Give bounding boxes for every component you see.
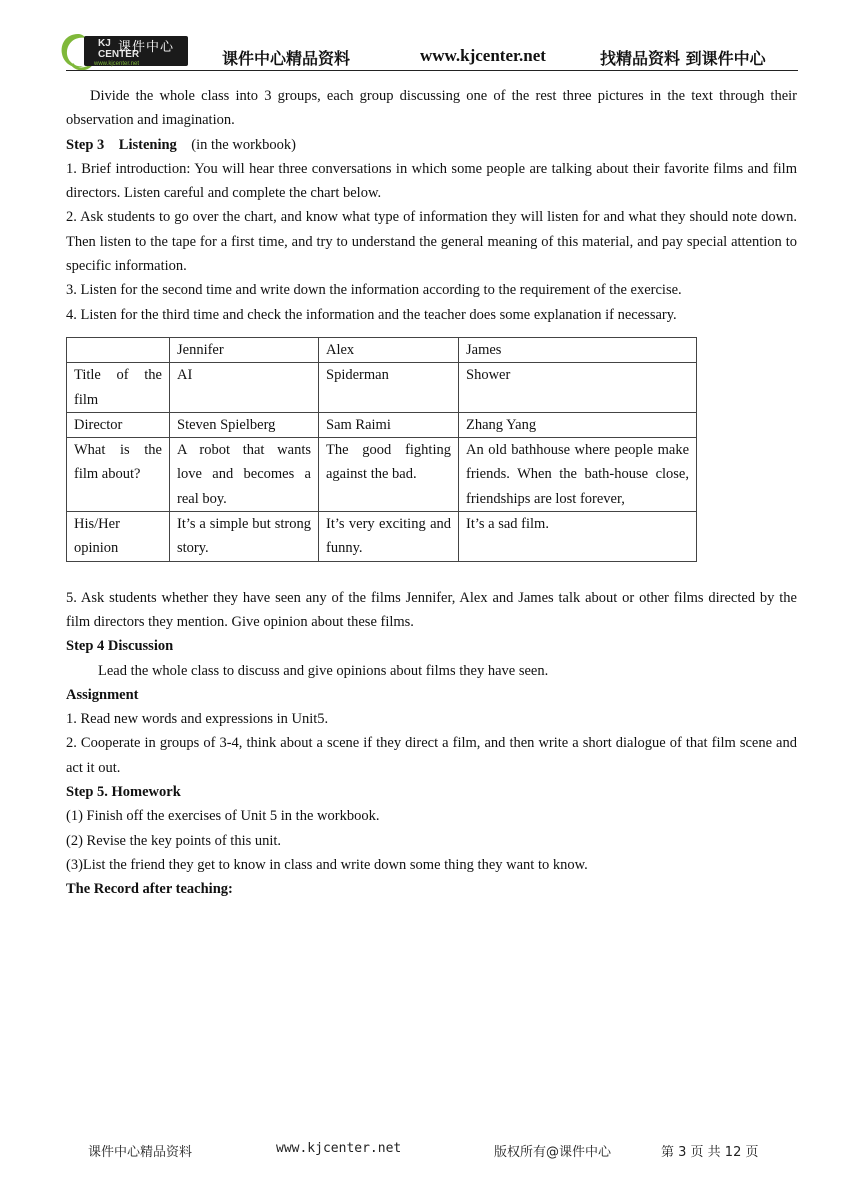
homework-item-3: (3)List the friend they get to know in class and write down some thing they want to know. xyxy=(66,856,588,873)
table-cell: His/Her opinion xyxy=(67,512,170,562)
table-cell: It’s a sad film. xyxy=(459,512,697,562)
table-cell: Steven Spielberg xyxy=(170,412,319,437)
table-cell: The good fighting against the bad. xyxy=(319,438,459,512)
step4-text: Lead the whole class to discuss and give opinions about films they have seen. xyxy=(98,662,549,679)
listening-chart xyxy=(66,337,697,562)
footer-left: 课件中心精品资料 xyxy=(88,1145,193,1160)
step3-note: (in the workbook) xyxy=(176,136,296,153)
table-row xyxy=(67,512,697,562)
homework-item-1: (1) Finish off the exercises of Unit 5 in the workbook. xyxy=(66,808,380,825)
step3-item-3: 3. Listen for the second time and write down the information according to the requirement of the exercise. xyxy=(66,282,682,299)
table-cell: It’s a simple but strong story. xyxy=(170,512,319,562)
header-center: www.kjcenter.net xyxy=(420,46,546,65)
header-divider xyxy=(66,70,798,71)
document-body xyxy=(66,84,797,902)
table-cell: Director xyxy=(67,412,170,437)
paragraph-groups: Divide the whole class into 3 groups, each group discussing one of the rest three pictures in the text through their observation and imagination. xyxy=(66,88,797,129)
assignment-heading: Assignment xyxy=(66,686,139,703)
table-row xyxy=(67,438,697,512)
table-cell: Jennifer xyxy=(170,337,319,362)
step3-item-2: 2. Ask students to go over the chart, and know what type of information they will listen for and what they should note down. Then listen to the tape for a first time, and try to understand the general meaning of this material, and pay special attention to specific information. xyxy=(66,209,797,275)
table-cell: It’s very exciting and funny. xyxy=(319,512,459,562)
step3-label: Step 3 Listening xyxy=(66,136,177,153)
table-cell: What is the film about? xyxy=(67,438,170,512)
step3-heading xyxy=(66,133,797,157)
table-cell: James xyxy=(459,337,697,362)
footer-page-number: 第 3 页 共 12 页 xyxy=(661,1145,759,1160)
step4-heading: Step 4 Discussion xyxy=(66,638,174,655)
step3-item-1: 1. Brief introduction: You will hear three conversations in which some people are talking about their favorite films and film directors. Listen careful and complete the chart below. xyxy=(66,160,797,202)
logo-kj: KJ CENTER xyxy=(98,38,140,60)
logo-url: www.kjcenter.net xyxy=(94,61,140,67)
record-heading: The Record after teaching: xyxy=(66,881,233,898)
page-header xyxy=(58,28,798,72)
homework-item-2: (2) Revise the key points of this unit. xyxy=(66,832,282,849)
table-cell: A robot that wants love and becomes a real boy. xyxy=(170,438,319,512)
step5-heading: Step 5. Homework xyxy=(66,784,181,801)
table-header-row xyxy=(67,337,697,362)
logo-cn: 课件中心 xyxy=(118,40,175,55)
spacer xyxy=(66,562,797,586)
table-cell xyxy=(67,337,170,362)
table-cell: An old bathhouse where people make friends. When the bath-house close, friendships are lost forever, xyxy=(459,438,697,512)
table-row xyxy=(67,412,697,437)
table-row xyxy=(67,363,697,413)
kjcenter-logo xyxy=(58,30,188,70)
table-cell: Zhang Yang xyxy=(459,412,697,437)
assignment-item-2: 2. Cooperate in groups of 3-4, think about a scene if they direct a film, and then write a short dialogue of that film scene and act it out. xyxy=(66,735,797,776)
table-cell: Title of the film xyxy=(67,363,170,413)
table-cell: AI xyxy=(170,363,319,413)
table-cell: Shower xyxy=(459,363,697,413)
step3-item-4: 4. Listen for the third time and check the information and the teacher does some explanation if necessary. xyxy=(66,306,677,323)
table-cell: Alex xyxy=(319,337,459,362)
footer-right: 版权所有@课件中心 xyxy=(494,1145,612,1160)
assignment-item-1: 1. Read new words and expressions in Unit5. xyxy=(66,711,329,728)
step3-item-5: 5. Ask students whether they have seen any of the films Jennifer, Alex and James talk about or other films directed by the film directors they mention. Give opinion about these films. xyxy=(66,589,797,630)
table-cell: Sam Raimi xyxy=(319,412,459,437)
table-cell: Spiderman xyxy=(319,363,459,413)
header-left: 课件中心精品资料 xyxy=(222,49,351,68)
footer-center: www.kjcenter.net xyxy=(276,1141,402,1156)
header-right: 找精品资料 到课件中心 xyxy=(600,49,766,68)
